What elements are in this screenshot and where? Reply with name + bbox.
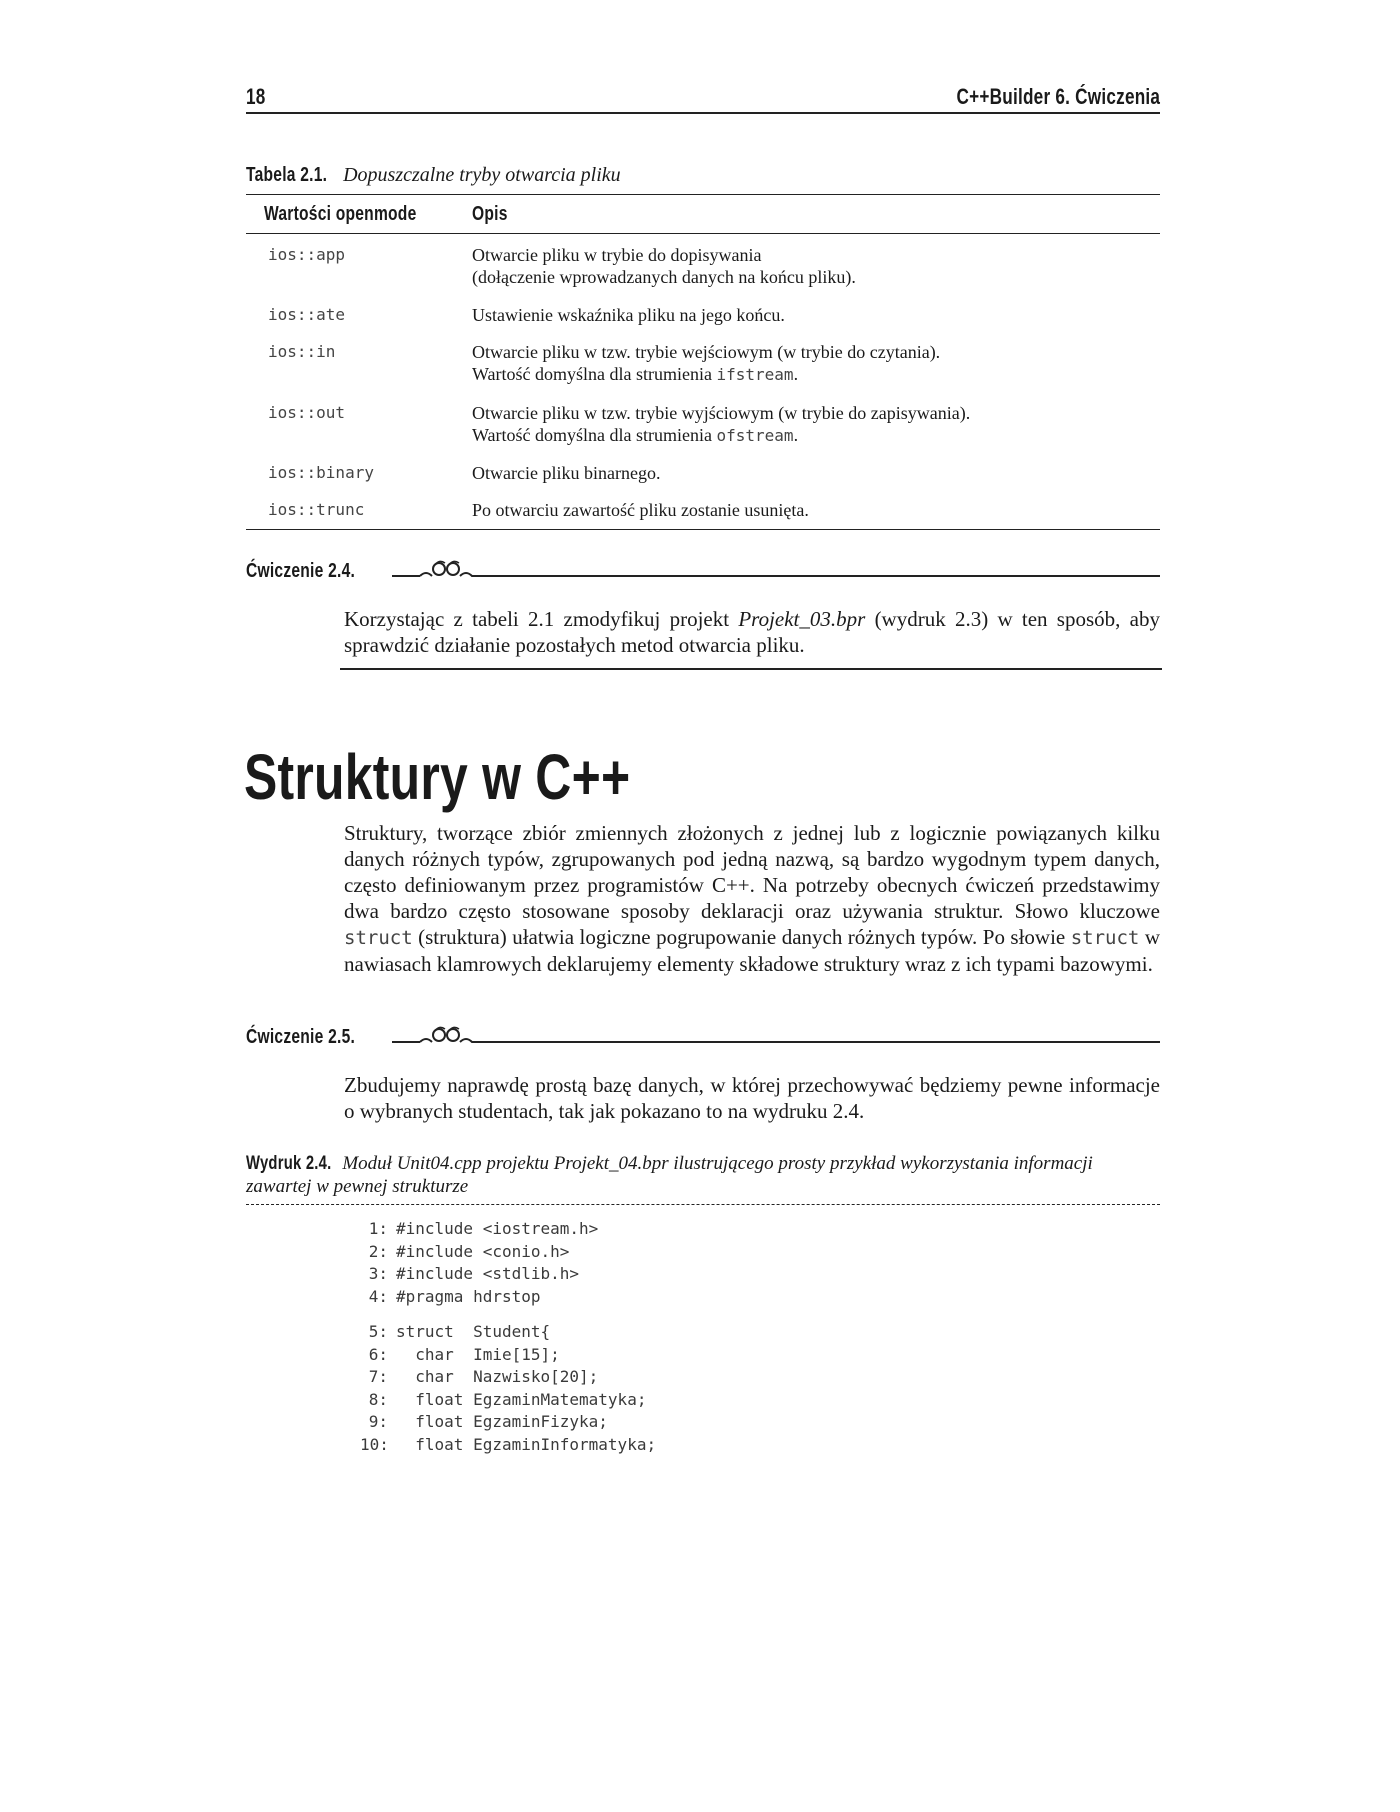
- line-number: 4:: [368, 1286, 388, 1306]
- code-text: struct Student{: [396, 1322, 551, 1341]
- exercise-text: [344, 606, 1160, 658]
- code-line: [360, 1434, 656, 1457]
- exercise-text: [344, 1072, 1160, 1124]
- listing-rule: [246, 1204, 1160, 1205]
- table-caption: [246, 164, 621, 187]
- heading-rule: [478, 575, 1160, 577]
- heading-rule: [478, 1041, 1160, 1043]
- line-number: 7:: [368, 1367, 388, 1386]
- exercise-end-rule: [340, 668, 1162, 670]
- description-line: (dołączenie wprowadzanych danych na końcu pliku).: [472, 267, 856, 287]
- listing-caption: [246, 1152, 1160, 1198]
- code-text: float EgzaminMatematyka;: [396, 1389, 647, 1409]
- code-text: #include <iostream.h>: [396, 1219, 599, 1238]
- code-line: [360, 1411, 656, 1434]
- exercise-heading: [246, 560, 1160, 586]
- table-row: [246, 499, 1160, 529]
- code-line: [360, 1241, 656, 1264]
- code-line: [360, 1344, 656, 1367]
- exercise-label: Ćwiczenie 2.5.: [246, 1026, 356, 1048]
- text-run: (struktura) ułatwia logiczne pogrupowanie danych różnych typów. Po słowie: [412, 925, 1071, 949]
- text-run: (wydruk 2.3) w ten sposób, aby sprawdzić działanie pozostałych metod otwarcia pliku.: [344, 607, 1160, 657]
- code-line: [360, 1321, 656, 1344]
- line-number: 8:: [368, 1389, 388, 1409]
- code-listing: [360, 1218, 656, 1456]
- running-header: [246, 82, 1160, 114]
- description-line: Wartość domyślna dla strumienia: [472, 364, 712, 384]
- description-line: Otwarcie pliku binarnego.: [472, 463, 661, 483]
- line-number: 2:: [368, 1241, 388, 1261]
- stream-name: ifstream: [716, 365, 794, 384]
- description-line: Otwarcie pliku w tzw. trybie wejściowym (w trybie do czytania).: [472, 342, 941, 362]
- openmode-value: ios::in: [268, 342, 336, 361]
- line-number: 3:: [368, 1264, 388, 1283]
- column-header-description: Opis: [472, 203, 508, 225]
- openmode-value: ios::ate: [268, 305, 346, 324]
- table-row: [246, 402, 1160, 462]
- description-line: Wartość domyślna dla strumienia: [472, 425, 712, 445]
- page-number: 18: [246, 84, 266, 109]
- table-row: [246, 341, 1160, 402]
- description-line: Po otwarciu zawartość pliku zostanie usunięta.: [472, 500, 809, 520]
- period: .: [793, 425, 799, 445]
- code-line: [360, 1218, 656, 1241]
- file-name: Projekt_03.bpr: [738, 607, 866, 631]
- code-text: float EgzaminInformatyka;: [396, 1434, 657, 1454]
- description-line: Ustawienie wskaźnika pliku na jego końcu.: [472, 305, 785, 325]
- listing-label: Wydruk 2.4.: [246, 1153, 332, 1174]
- line-number: 1:: [368, 1219, 388, 1238]
- ornament-icon: [390, 558, 480, 584]
- table-row: [246, 462, 1160, 499]
- code-line: [360, 1366, 656, 1389]
- table-row: [246, 304, 1160, 341]
- openmode-value: ios::app: [268, 245, 346, 264]
- column-header-values: Wartości openmode: [264, 203, 417, 225]
- text-run: Korzystając z tabeli 2.1 zmodyfikuj projekt: [344, 607, 739, 631]
- code-line: [360, 1286, 656, 1309]
- text-run: Struktury, tworzące zbiór zmiennych złożonych z jednej lub z logicznie powiązanych kilku danych różnych typów, zgrupowanych pod jedną nazwą, są bardzo wygodnym typem danych, często definiowanym przez programistów C++. Na potrzeby obecnych ćwiczeń przedstawimy dwa bardzo często stosowane sposoby deklaracji oraz używania struktur. Słowo kluczowe: [344, 821, 1160, 923]
- listing-caption-text: Moduł Unit04.cpp projektu Projekt_04.bpr ilustrującego prosty przykład wykorzystania informacji zawartej w pewnej strukturze: [246, 1153, 1093, 1197]
- openmode-value: ios::binary: [268, 463, 374, 482]
- description-line: Otwarcie pliku w trybie do dopisywania: [472, 245, 762, 265]
- line-number: 5:: [368, 1322, 388, 1341]
- code-text: #include <stdlib.h>: [396, 1264, 580, 1283]
- table-row: [246, 244, 1160, 304]
- table-header: [246, 195, 1160, 234]
- line-number: 10:: [360, 1434, 389, 1454]
- ornament-icon: [390, 1024, 480, 1050]
- period: .: [793, 364, 799, 384]
- openmode-value: ios::trunc: [268, 500, 365, 519]
- line-number: 6:: [368, 1344, 388, 1364]
- exercise-heading: [246, 1026, 1160, 1052]
- exercise-label: Ćwiczenie 2.4.: [246, 560, 356, 582]
- code-text: #include <conio.h>: [396, 1241, 570, 1261]
- line-number: 9:: [368, 1412, 388, 1431]
- code-text: float EgzaminFizyka;: [396, 1412, 608, 1431]
- code-line: [360, 1389, 656, 1412]
- intro-paragraph: [344, 820, 1160, 977]
- table-caption-text: Dopuszczalne tryby otwarcia pliku: [343, 164, 621, 186]
- book-title: C++Builder 6. Ćwiczenia: [956, 84, 1160, 109]
- code-text: char Nazwisko[20];: [396, 1367, 599, 1386]
- keyword: struct: [1070, 927, 1140, 949]
- code-line: [360, 1263, 656, 1286]
- keyword: struct: [344, 927, 413, 949]
- openmode-table: [246, 194, 1160, 530]
- code-text: char Imie[15];: [396, 1344, 560, 1364]
- code-text: #pragma hdrstop: [396, 1286, 541, 1306]
- text-run: Zbudujemy naprawdę prostą bazę danych, w której przechowywać będziemy pewne informacje o wybranych studentach, tak jak pokazano to na wydruku 2.4.: [344, 1073, 1160, 1123]
- openmode-value: ios::out: [268, 403, 346, 422]
- description-line: Otwarcie pliku w tzw. trybie wyjściowym (w trybie do zapisywania).: [472, 403, 971, 423]
- section-title: Struktury w C++: [244, 741, 631, 813]
- stream-name: ofstream: [716, 426, 794, 445]
- table-label: Tabela 2.1.: [246, 164, 328, 186]
- text-run: w nawiasach klamrowych deklarujemy elementy składowe struktury wraz z ich typami bazowymi.: [344, 925, 1160, 976]
